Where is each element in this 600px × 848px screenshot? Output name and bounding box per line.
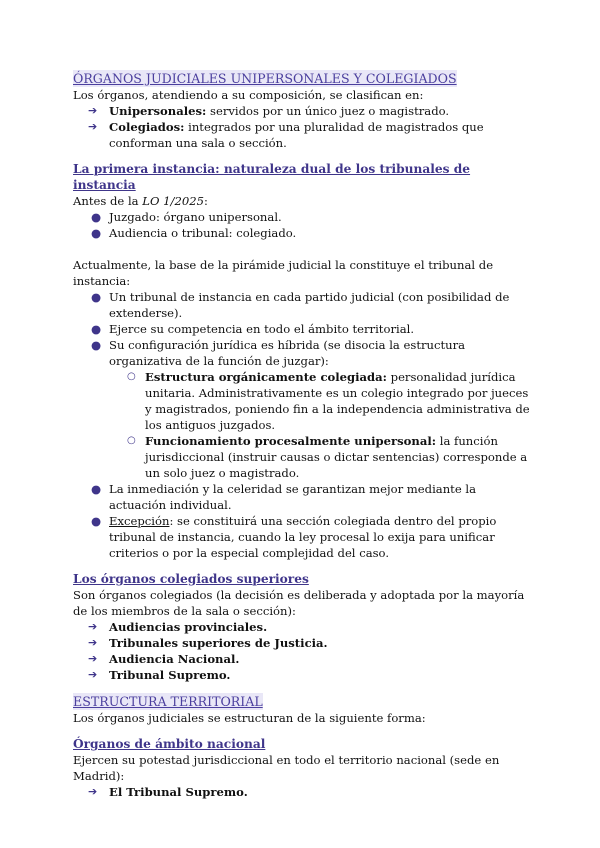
exception-label: Excepción <box>109 514 170 528</box>
list-item: ● La inmediación y la celeridad se garantizan mejor mediante la actuación individual. <box>91 482 476 512</box>
section3-intro: Son órganos colegiados (la decisión es deliberada y adoptada por la mayoría de los miembros de la sala o sección): <box>73 588 525 618</box>
current-structure-text: Actualmente, la base de la pirámide judicial la constituye el tribunal de instancia: <box>73 258 494 288</box>
bullet-icon: ● <box>91 514 102 528</box>
section-heading-colegiados-superiores: Los órganos colegiados superiores <box>73 572 309 586</box>
list-item: ➔ Unipersonales: servidos por un único juez o magistrado. <box>88 104 450 118</box>
sub-list-item: ○ Funcionamiento procesalmente unipersonal: la función jurisdiccional (instruir causas o dictar sentencias) corresponde a un solo juez o magistrado. <box>127 434 528 480</box>
section-heading-organos: ÓRGANOS JUDICIALES UNIPERSONALES Y COLEGIADOS <box>73 71 457 86</box>
bullet-icon: ● <box>91 210 102 224</box>
list-item: ➔ Tribunal Supremo. <box>88 668 231 682</box>
bullet-icon: ● <box>91 322 102 336</box>
arrow-icon: ➔ <box>88 785 98 798</box>
national-courts-list <box>73 784 533 800</box>
before-law-line: Antes de la LO 1/2025: <box>73 194 208 208</box>
composition-list <box>73 103 533 151</box>
list-item: ➔ Audiencias provinciales. <box>88 620 268 634</box>
superior-courts-list <box>73 619 533 683</box>
bullet-icon: ● <box>91 226 102 240</box>
circle-bullet-icon: ○ <box>127 371 136 382</box>
tribunal-features-list <box>73 289 533 561</box>
arrow-icon: ➔ <box>88 652 98 665</box>
section-heading-estructura-territorial: ESTRUCTURA TERRITORIAL <box>73 694 263 709</box>
list-item: ➔ Audiencia Nacional. <box>88 652 240 666</box>
section-heading-ambito-nacional: Órganos de ámbito nacional <box>73 737 266 751</box>
section4-intro: Los órganos judiciales se estructuran de la siguiente forma: <box>73 711 426 725</box>
sub-list-item: ○ Estructura orgánicamente colegiada: personalidad jurídica unitaria. Administrativamente es un colegio integrado por jueces y magistrados, poniendo fin a la independencia administrativa de los antiguos juzgados. <box>127 370 530 432</box>
bullet-icon: ● <box>91 338 102 352</box>
before-law-list <box>73 209 533 241</box>
section-heading-primera-instancia: La primera instancia: naturaleza dual de los tribunales de instancia <box>73 162 471 192</box>
list-item: ➔ Colegiados: integrados por una pluralidad de magistrados que conforman una sala o sección. <box>88 120 484 150</box>
arrow-icon: ➔ <box>88 668 98 681</box>
circle-bullet-icon: ○ <box>127 435 136 446</box>
list-item: ● Audiencia o tribunal: colegiado. <box>91 226 297 240</box>
section5-intro: Ejercen su potestad jurisdiccional en todo el territorio nacional (sede en Madrid): <box>73 753 500 783</box>
arrow-icon: ➔ <box>88 636 98 649</box>
list-item: ● Un tribunal de instancia en cada partido judicial (con posibilidad de extenderse). <box>91 290 510 320</box>
arrow-icon: ➔ <box>88 120 98 133</box>
section1-intro: Los órganos, atendiendo a su composición, se clasifican en: <box>73 88 424 102</box>
list-item: ● Su configuración jurídica es híbrida (se disocia la estructura organizativa de la función de juzgar): <box>91 338 466 368</box>
list-item: ➔ El Tribunal Supremo. <box>88 785 248 799</box>
arrow-icon: ➔ <box>88 104 98 117</box>
arrow-icon: ➔ <box>88 620 98 633</box>
document-page <box>73 70 533 800</box>
list-item: ● Excepción: se constituirá una sección colegiada dentro del propio tribunal de instancia, cuando la ley procesal lo exija para unificar criterios o por la especial complejidad del caso. <box>91 514 497 560</box>
bullet-icon: ● <box>91 290 102 304</box>
list-item: ● Ejerce su competencia en todo el ámbito territorial. <box>91 322 414 336</box>
list-item: ● Juzgado: órgano unipersonal. <box>91 210 282 224</box>
list-item: ➔ Tribunales superiores de Justicia. <box>88 636 328 650</box>
bullet-icon: ● <box>91 482 102 496</box>
